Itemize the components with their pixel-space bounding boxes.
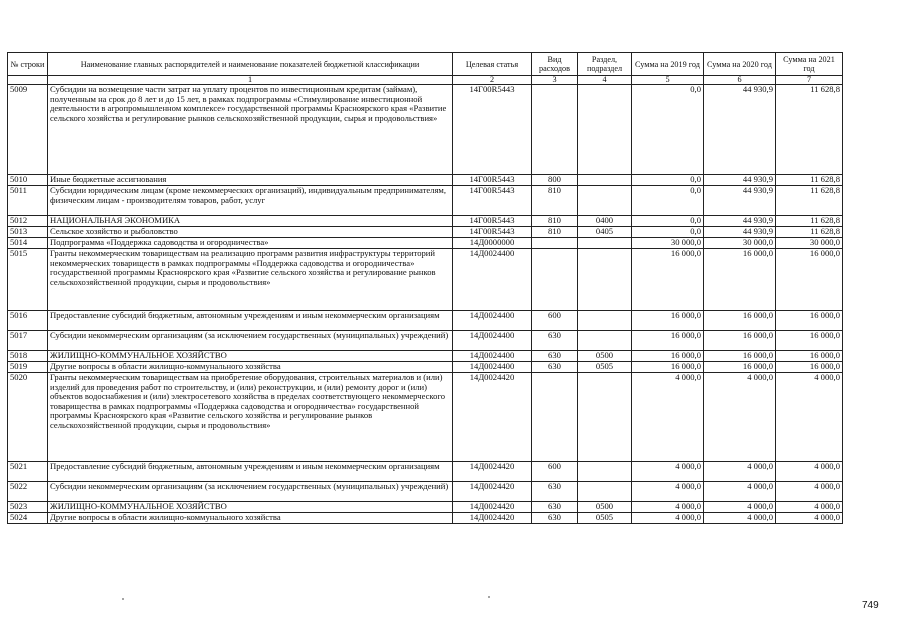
- row-target-code: 14Д0024400: [453, 362, 532, 373]
- row-name: Субсидии некоммерческим организациям (за исключением государственных (муниципальных) учреждений): [48, 482, 453, 502]
- header-sum-2019: Сумма на 2019 год: [632, 53, 704, 76]
- row-expense-type: 630: [532, 362, 578, 373]
- row-section: [578, 462, 632, 482]
- row-number: 5011: [8, 186, 48, 216]
- row-sum-2021: 4 000,0: [776, 373, 843, 462]
- table-row: [8, 238, 843, 249]
- row-target-code: 14Д0024400: [453, 331, 532, 351]
- row-sum-2019: 16 000,0: [632, 249, 704, 311]
- column-number: 7: [776, 76, 843, 85]
- table-row: [8, 331, 843, 351]
- row-section: [578, 249, 632, 311]
- row-expense-type: 630: [532, 351, 578, 362]
- column-number: [8, 76, 48, 85]
- row-sum-2021: 11 628,8: [776, 186, 843, 216]
- row-sum-2021: 16 000,0: [776, 311, 843, 331]
- row-expense-type: 630: [532, 331, 578, 351]
- row-number: 5016: [8, 311, 48, 331]
- budget-table: [7, 52, 843, 524]
- row-name: Субсидии некоммерческим организациям (за исключением государственных (муниципальных) учреждений): [48, 331, 453, 351]
- row-expense-type: 630: [532, 502, 578, 513]
- table-row: [8, 482, 843, 502]
- row-name: ЖИЛИЩНО-КОММУНАЛЬНОЕ ХОЗЯЙСТВО: [48, 502, 453, 513]
- row-number: 5018: [8, 351, 48, 362]
- row-number: 5010: [8, 175, 48, 186]
- row-name: Предоставление субсидий бюджетным, автономным учреждениям и иным некоммерческим организациям: [48, 462, 453, 482]
- row-target-code: 14Г00R5443: [453, 85, 532, 175]
- row-sum-2020: 16 000,0: [704, 331, 776, 351]
- row-name: Другие вопросы в области жилищно-коммунального хозяйства: [48, 513, 453, 524]
- row-expense-type: [532, 85, 578, 175]
- table-row: [8, 175, 843, 186]
- row-section: 0405: [578, 227, 632, 238]
- row-section: [578, 85, 632, 175]
- table-body: [8, 85, 843, 524]
- row-section: 0400: [578, 216, 632, 227]
- row-expense-type: 600: [532, 462, 578, 482]
- row-sum-2021: 11 628,8: [776, 175, 843, 186]
- table-row: [8, 373, 843, 462]
- table-row: [8, 249, 843, 311]
- row-expense-type: 810: [532, 216, 578, 227]
- table-row: [8, 186, 843, 216]
- table-row: [8, 462, 843, 482]
- row-expense-type: 810: [532, 186, 578, 216]
- column-number: 5: [632, 76, 704, 85]
- row-sum-2019: 16 000,0: [632, 331, 704, 351]
- row-sum-2020: 16 000,0: [704, 311, 776, 331]
- row-name: Субсидии юридическим лицам (кроме некоммерческих организаций), индивидуальным предпринимателям, физическим лицам - производителям товаров, работ, услуг: [48, 186, 453, 216]
- row-name: ЖИЛИЩНО-КОММУНАЛЬНОЕ ХОЗЯЙСТВО: [48, 351, 453, 362]
- row-name: Подпрограмма «Поддержка садоводства и огородничества»: [48, 238, 453, 249]
- table-row: [8, 362, 843, 373]
- row-sum-2019: 0,0: [632, 216, 704, 227]
- header-sum-2020: Сумма на 2020 год: [704, 53, 776, 76]
- column-number: 4: [578, 76, 632, 85]
- row-number: 5014: [8, 238, 48, 249]
- row-target-code: 14Д0024420: [453, 462, 532, 482]
- row-expense-type: 810: [532, 227, 578, 238]
- row-expense-type: 630: [532, 482, 578, 502]
- row-expense-type: 630: [532, 513, 578, 524]
- header-vid: Вид расходов: [532, 53, 578, 76]
- row-section: [578, 175, 632, 186]
- row-sum-2019: 4 000,0: [632, 502, 704, 513]
- row-sum-2020: 44 930,9: [704, 186, 776, 216]
- row-sum-2019: 16 000,0: [632, 362, 704, 373]
- row-sum-2021: 30 000,0: [776, 238, 843, 249]
- row-number: 5020: [8, 373, 48, 462]
- header-row: [8, 53, 843, 76]
- row-sum-2019: 0,0: [632, 186, 704, 216]
- row-expense-type: [532, 238, 578, 249]
- row-number: 5012: [8, 216, 48, 227]
- row-name: Предоставление субсидий бюджетным, автономным учреждениям и иным некоммерческим организациям: [48, 311, 453, 331]
- row-sum-2021: 11 628,8: [776, 227, 843, 238]
- row-sum-2021: 4 000,0: [776, 502, 843, 513]
- table-row: [8, 351, 843, 362]
- header-razd: Раздел, подраздел: [578, 53, 632, 76]
- row-number: 5023: [8, 502, 48, 513]
- row-sum-2019: 4 000,0: [632, 513, 704, 524]
- row-sum-2020: 44 930,9: [704, 227, 776, 238]
- row-target-code: 14Г00R5443: [453, 175, 532, 186]
- row-sum-2021: 16 000,0: [776, 249, 843, 311]
- row-sum-2020: 4 000,0: [704, 502, 776, 513]
- header-num: № строки: [8, 53, 48, 76]
- row-section: 0505: [578, 362, 632, 373]
- row-sum-2020: 44 930,9: [704, 85, 776, 175]
- page-number: 749: [862, 600, 879, 611]
- row-section: 0500: [578, 351, 632, 362]
- column-number: 2: [453, 76, 532, 85]
- row-sum-2019: 0,0: [632, 175, 704, 186]
- row-sum-2021: 4 000,0: [776, 482, 843, 502]
- row-name: НАЦИОНАЛЬНАЯ ЭКОНОМИКА: [48, 216, 453, 227]
- row-sum-2021: 16 000,0: [776, 351, 843, 362]
- row-sum-2020: 4 000,0: [704, 373, 776, 462]
- row-sum-2021: 16 000,0: [776, 362, 843, 373]
- row-sum-2019: 16 000,0: [632, 311, 704, 331]
- row-sum-2021: 4 000,0: [776, 513, 843, 524]
- row-sum-2021: 16 000,0: [776, 331, 843, 351]
- row-sum-2019: 0,0: [632, 85, 704, 175]
- header-sum-2021: Сумма на 2021 год: [776, 53, 843, 76]
- row-section: [578, 186, 632, 216]
- row-sum-2020: 16 000,0: [704, 351, 776, 362]
- row-sum-2020: 16 000,0: [704, 249, 776, 311]
- row-sum-2021: 4 000,0: [776, 462, 843, 482]
- row-number: 5009: [8, 85, 48, 175]
- row-sum-2019: 16 000,0: [632, 351, 704, 362]
- row-section: [578, 482, 632, 502]
- row-name: Иные бюджетные ассигнования: [48, 175, 453, 186]
- row-number: 5024: [8, 513, 48, 524]
- row-section: 0500: [578, 502, 632, 513]
- row-sum-2020: 44 930,9: [704, 216, 776, 227]
- table-row: [8, 502, 843, 513]
- column-number: 6: [704, 76, 776, 85]
- row-sum-2020: 4 000,0: [704, 482, 776, 502]
- header-name: Наименование главных распорядителей и наименование показателей бюджетной классификации: [48, 53, 453, 76]
- row-target-code: 14Г00R5443: [453, 227, 532, 238]
- row-target-code: 14Д0024400: [453, 351, 532, 362]
- row-number: 5015: [8, 249, 48, 311]
- row-number: 5013: [8, 227, 48, 238]
- row-section: [578, 373, 632, 462]
- row-name: Сельское хозяйство и рыболовство: [48, 227, 453, 238]
- row-expense-type: [532, 249, 578, 311]
- row-sum-2020: 4 000,0: [704, 462, 776, 482]
- table-row: [8, 227, 843, 238]
- row-target-code: 14Д0024400: [453, 249, 532, 311]
- table-row: [8, 216, 843, 227]
- row-sum-2021: 11 628,8: [776, 85, 843, 175]
- row-section: [578, 331, 632, 351]
- row-target-code: 14Г00R5443: [453, 216, 532, 227]
- column-number: 3: [532, 76, 578, 85]
- column-number-row: [8, 76, 843, 85]
- row-section: 0505: [578, 513, 632, 524]
- row-expense-type: [532, 373, 578, 462]
- table-row: [8, 85, 843, 175]
- row-name: Гранты некоммерческим товариществам на приобретение оборудования, строительных материалов и (или) изделий для проведения работ по строительству, и (или) реконструкции, и (или) ремонту дорог и (или) объектов водоснабжения и (или) электросетевого хозяйства в пределах соответствующего некоммерческого товарищества в рамках подпрограммы «Поддержка садоводства и огородничества» государственной программы Красноярского края «Развитие сельского хозяйства и регулирование рынков сельскохозяйственной продукции, сырья и продовольствия»: [48, 373, 453, 462]
- row-sum-2019: 0,0: [632, 227, 704, 238]
- row-number: 5019: [8, 362, 48, 373]
- row-section: [578, 311, 632, 331]
- row-number: 5017: [8, 331, 48, 351]
- row-sum-2019: 4 000,0: [632, 482, 704, 502]
- row-sum-2020: 44 930,9: [704, 175, 776, 186]
- table-row: [8, 311, 843, 331]
- row-target-code: 14Д0024420: [453, 373, 532, 462]
- row-number: 5021: [8, 462, 48, 482]
- row-number: 5022: [8, 482, 48, 502]
- row-expense-type: 800: [532, 175, 578, 186]
- row-sum-2020: 16 000,0: [704, 362, 776, 373]
- scan-speck: [122, 598, 124, 600]
- row-target-code: 14Д0024420: [453, 482, 532, 502]
- row-name: Другие вопросы в области жилищно-коммунального хозяйства: [48, 362, 453, 373]
- row-sum-2020: 4 000,0: [704, 513, 776, 524]
- row-target-code: 14Д0024420: [453, 513, 532, 524]
- row-target-code: 14Д0024400: [453, 311, 532, 331]
- row-name: Гранты некоммерческим товариществам на реализацию программ развития инфраструктуры территорий некоммерческих товариществ в рамках подпрограммы «Поддержка садоводства и огородничества» государственной программы Красноярского края «Развитие сельского хозяйства и регулирование рынков сельскохозяйственной продукции, сырья и продовольствия»: [48, 249, 453, 311]
- scan-speck: [488, 596, 490, 598]
- table-row: [8, 513, 843, 524]
- row-target-code: 14Д0024420: [453, 502, 532, 513]
- row-sum-2019: 30 000,0: [632, 238, 704, 249]
- row-target-code: 14Г00R5443: [453, 186, 532, 216]
- row-name: Субсидии на возмещение части затрат на уплату процентов по инвестиционным кредитам (займам), полученным на срок до 8 лет и до 15 лет, в рамках подпрограммы «Стимулирование инвестиционной деятельности в агропромышленном комплексе» государственной программы Красноярского края «Развитие сельского хозяйства и регулирование рынков сельскохозяйственной продукции, сырья и продовольствия»: [48, 85, 453, 175]
- row-expense-type: 600: [532, 311, 578, 331]
- column-number: 1: [48, 76, 453, 85]
- row-section: [578, 238, 632, 249]
- row-sum-2020: 30 000,0: [704, 238, 776, 249]
- row-sum-2019: 4 000,0: [632, 373, 704, 462]
- row-target-code: 14Д0000000: [453, 238, 532, 249]
- row-sum-2019: 4 000,0: [632, 462, 704, 482]
- header-code: Целевая статья: [453, 53, 532, 76]
- row-sum-2021: 11 628,8: [776, 216, 843, 227]
